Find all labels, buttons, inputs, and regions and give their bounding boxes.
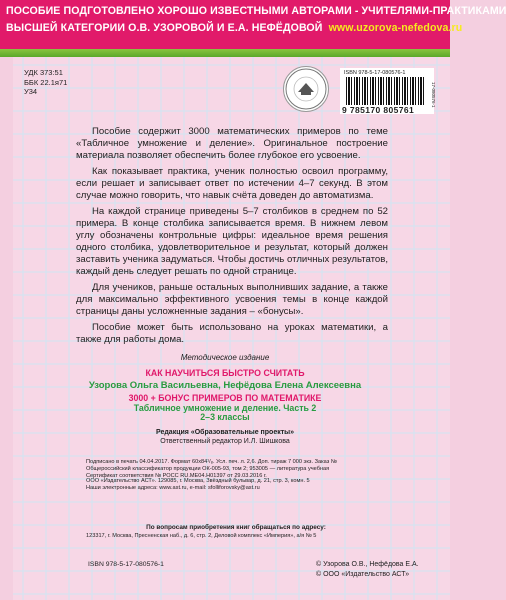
print-details	[86, 459, 366, 480]
banner-authors: ВЫСШЕЙ КАТЕГОРИИ О.В. УЗОРОВОЙ И Е.А. НЕФЁДОВОЙ	[6, 22, 323, 34]
bbk-code: ББК 22.1я71	[24, 77, 68, 87]
vertical-isbn: 17-080576-1	[431, 82, 436, 108]
purchase-info	[86, 524, 386, 539]
copyright-authors: © Узорова О.В., Нефёдова Е.А.	[316, 561, 419, 568]
barcode-icon	[346, 77, 426, 105]
isbn-top-line: ISBN 978-5-17-080576-1	[344, 70, 406, 76]
book-part: Табличное умножение и деление. Часть 2	[133, 403, 317, 413]
book-authors: Узорова Ольга Васильевна, Нефёдова Елена Алексеевна	[88, 380, 362, 391]
book-subtitle: 3000 + БОНУС ПРИМЕРОВ ПО МАТЕМАТИКЕ	[128, 393, 322, 403]
print-info: Подписано в печать 04.04.2017. Формат 60x84¹/₈. Усл. печ. л. 2,6. Доп. тираж 7 000 экз. Заказ №	[86, 459, 337, 465]
udk-code: УДК 373:51	[24, 68, 63, 77]
isbn-bottom: ISBN 978-5-17-080576-1	[88, 561, 164, 568]
isbn-barcode-block	[340, 68, 434, 114]
banner-line-1: ПОСОБИЕ ПОДГОТОВЛЕНО ХОРОШО ИЗВЕСТНЫМИ АВТОРАМИ - УЧИТЕЛЯМИ-ПРАКТИКАМИ	[6, 5, 506, 17]
publisher-email: Наши электронные адреса: www.ast.ru, e-mail: sfolliforovsky@ast.ru	[86, 485, 260, 491]
isbn-digits: 9 785170 805761	[342, 105, 415, 115]
book-title: КАК НАУЧИТЬСЯ БЫСТРО СЧИТАТЬ	[145, 368, 305, 378]
edition-type: Методическое издание	[180, 353, 270, 362]
paragraph-4: Для учеников, раньше остальных выполнивших задание, а также для максимально эффективного усвоения темы в конце каждой страницы даны усложненные задания – «бонусы».	[76, 282, 388, 317]
publisher-details	[86, 478, 366, 492]
top-banner	[0, 0, 506, 49]
paragraph-2: Как показывает практика, ученик полностью освоил программу, если решает и записывает ответ по истечении 4–7 секунд. В этом случае можно говорить, что навык счёта доведен до автоматизма.	[76, 166, 388, 201]
publisher-logo	[283, 66, 329, 112]
classification-codes	[24, 68, 67, 97]
classifier-info: Общероссийский классификатор продукции ОК-005-93, том 2; 953005 — литература учебная	[86, 466, 330, 472]
green-strip	[0, 49, 450, 57]
paragraph-3: На каждой странице приведены 5–7 столбиков в среднем по 52 примера. В конце столбика записывается время. В нижнем левом углу обозначены контрольные цифры: идеальное время решения одного столбика, удовлетворительное и результат, который должен заставить ученика задуматься. Чтобы достичь отличных результатов, каждый день следует решать по одной странице.	[76, 206, 388, 277]
edition-editorial: Редакция «Образовательные проекты»	[155, 429, 295, 436]
book-grades: 2–3 классы	[200, 412, 250, 422]
purchase-title: По вопросам приобретения книг обращаться по адресу:	[146, 524, 326, 531]
banner-line-2	[6, 22, 462, 34]
responsible-editor: Ответственный редактор И.Л. Шишкова	[160, 438, 290, 445]
certificate-info: Сертификат соответствия № РОСС RU.МЕ04.Н01397 от 29.03.2016 г.	[86, 473, 267, 479]
copyright-publisher: © ООО «Издательство АСТ»	[316, 570, 410, 578]
paragraph-1: Пособие содержит 3000 математических примеров по теме «Табличное умножение и деление». Оригинальное построение материала позволяет обеспечить более глубокое его усвоение.	[76, 126, 388, 161]
purchase-address: 123317, г. Москва, Пресненская наб., д. 6, стр. 2, Деловой комплекс «Империя», а/я № 5	[86, 533, 317, 539]
paragraph-5: Пособие может быть использовано на уроках математики, а также для работы дома.	[76, 322, 388, 345]
author-mark: У34	[24, 87, 38, 96]
publisher-address: ООО «Издательство АСТ». 129085, г. Москва, Звёздный бульвар, д. 21, стр. 3, комн. 5	[86, 478, 310, 484]
banner-site-link[interactable]: www.uzorova-nefedova.ru	[328, 22, 463, 34]
copyright	[316, 560, 419, 579]
description-text	[76, 126, 388, 350]
